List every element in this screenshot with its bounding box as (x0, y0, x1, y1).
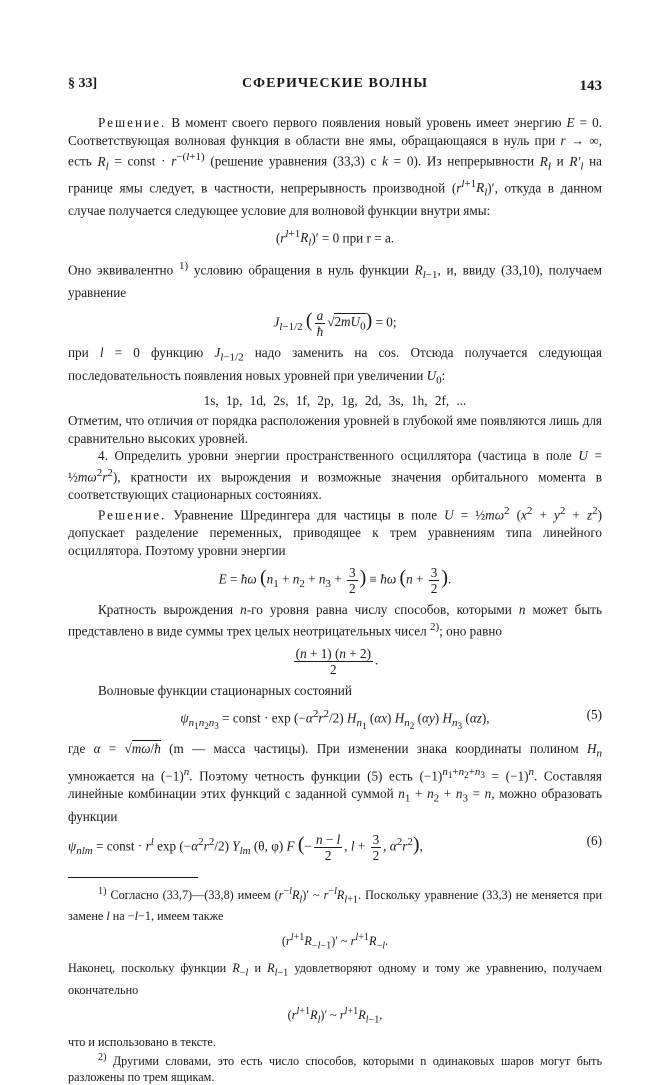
footnotes (68, 884, 602, 1085)
page-number: 143 (580, 78, 603, 95)
equation-5-number: (5) (587, 706, 602, 724)
equation-5: $\psi_{n_1n_2n_3}$ = const · $\exp (-\alpha^2r^2/2)$ $H_{n_1}$ (αx) $H_{n_2}$ (αy) $H_{n_3}$ (αz), (5) (68, 706, 602, 736)
footnote-1-equation-b: $(r^{l+1}R_l)'$ ~ $r^{l+1}R_{l-1}$, (68, 1004, 602, 1029)
level-sequence: 1s, 1p, 1d, 2s, 1f, 2p, 1g, 2d, 3s, 1h, 2f, ... (68, 392, 602, 410)
footnote-1-continued: Наконец, поскольку функции $R_{-l}$ и $R_{l-1}$ удовлетворяют одному и тому же уравнению, получаем окончательно (68, 960, 602, 998)
equation-degeneracy: $\frac{(n + 1) (n + 2)}{2}$ . (68, 646, 602, 677)
running-header (68, 70, 602, 94)
equation-energy-levels: E = ħω ($n_1 + n_2 + n_3$ + $\frac{3}{2}$ ) ≡ ħω (n + $\frac{3}{2}$ ). (68, 565, 602, 596)
paragraph-wavefunctions: Волновые функции стационарных состояний (68, 682, 602, 700)
paragraph-parity: где α = √mω/ħ (m — масса частицы). При изменении знака координаты полином $H_n$ умножается на $(-1)^n$. Поэтому четность функции (5) есть $(-1)^{n_1+n_2+n_3} = (-1)^n$. Составляя линейные комбинации этих функций с заданной суммой $n_1 + n_2 + n_3 = n$, можно образовать функции (68, 740, 602, 825)
page-title: СФЕРИЧЕСКИЕ ВОЛНЫ (68, 76, 602, 92)
paragraph-cos-replacement: при l = 0 функцию $J_{l-1/2}$ надо заменить на cos. Отсюда получается следующая последовательность появления новых уровней при увеличении $U_0$: (68, 344, 602, 390)
equation-bessel-zero: $J_{l-1/2}$ ( $\frac{a}{ħ}$ $√2mU_0) = 0$; (68, 308, 602, 339)
footnote-2: $^{2)}$ Другими словами, это есть число способов, которыми n одинаковых шаров могут быть разложены по трем ящикам. (68, 1050, 602, 1085)
equation-boundary-condition: $(r^{l+1}R_l)' = 0$ при r = a. (68, 226, 602, 253)
solution-paragraph-1: Решение. В момент своего первого появления новый уровень имеет энергию E = 0. Соответствующая волновая функция в области вне ямы, обращающаяся в нуль при r → ∞, есть $R_l$ = const · $r^{-(l+1)}$ (решение уравнения (33,3) с k = 0). Из непрерывности $R_l$ и $R'_l$ на границе ямы следует, в частности, непрерывность производной $(r^{l+1}R_l)'$, откуда в данном случае получается следующее условие для волновой функции внутри ямы: (68, 114, 602, 220)
footnote-ref-1[interactable]: 1) (179, 260, 188, 272)
problem-4-statement: 4. Определить уровни энергии пространственного осциллятора (частица в поле $U = \frac{1}{2}m\omega^2r^2$), кратности их вырождения и возможные значения орбитального момента в соответствующих стационарных состояниях. (68, 447, 602, 503)
section-number: § 33] (68, 76, 97, 92)
paragraph-degeneracy: Кратность вырождения n-го уровня равна числу способов, которыми n может быть представлено в виде суммы трех целых неотрицательных чисел $^{2)}$; оно равно (68, 601, 602, 640)
paragraph-equivalent: Оно эквивалентно $^{1)}$ условию обращения в нуль функции $R_{l-1}$, и, ввиду (33,10), получаем уравнение (68, 258, 602, 302)
footnote-divider (68, 877, 198, 878)
footnote-1-end: что и использовано в тексте. (68, 1034, 602, 1050)
footnote-1-equation-a: $(r^{l+1}R_{-l-1})'$ ~ $r^{l+1}R_{-l}$. (68, 930, 602, 955)
paragraph-note: Отметим, что отличия от порядка расположения уровней в глубокой яме появляются лишь для сравнительно высоких уровней. (68, 412, 602, 447)
solution-paragraph-2: Решение. Уравнение Шредингера для частицы в поле $U = \frac{1}{2}m\omega^2$ $(x^2 + y^2 + z^2)$ допускает разделение переменных, приводящее к трем уравнениям типа линейного осциллятора. Поэтому уровни энергии (68, 503, 602, 559)
page-body (68, 114, 602, 1085)
equation-6: $\psi_{nlm}$ = const · $r^l$ $\exp (-\alpha^2r^2/2)$ $Y_{lm}$ (θ, φ) F (− $\frac{n - l}{2}$ , l + $\frac{3}{2}$ , $\alpha^2r^2$), (6) (68, 832, 602, 863)
equation-6-number: (6) (587, 832, 602, 850)
book-page (68, 70, 602, 1085)
footnote-1: $^{1)}$ Согласно (33,7)—(33,8) имеем $(r^{-l}R_l)'$ ~ $r^{-l}R_{l+1}$. Поскольку уравнение (33,3) не меняется при замене l на −l−1, имеем также (68, 884, 602, 925)
footnote-ref-2[interactable]: 2) (430, 621, 439, 633)
